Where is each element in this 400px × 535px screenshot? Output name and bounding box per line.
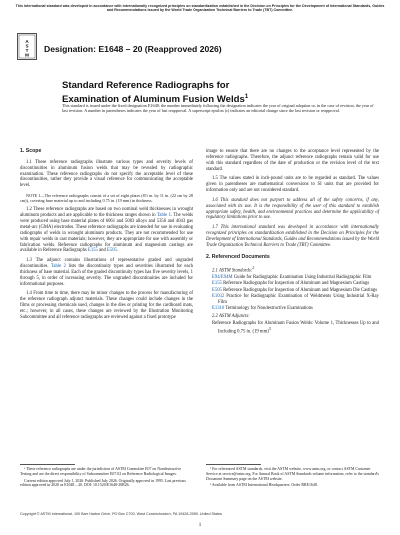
title-footnote-marker: 1 (244, 93, 249, 100)
para-1-4: 1.4 From time to time, there may be minor changes to the process for manufacturing of the reference radiograph adjunct materials. These changes could include changes in the films or processing chemicals used, changes in the dies or printing for the cardboard mats, etc.; however, in all cases, these changes are reviewed by the Illustration Monitoring Subcommittee and all reference radiographs are reviewed against a fixed prototype (20, 291, 193, 320)
reference-title: Terminology for Nondestructive Examinations (224, 306, 313, 312)
reference-item (212, 294, 379, 306)
para-1-1: 1.1 These reference radiographs illustrate various types and severity levels of discontinuities in aluminum fusion welds that may be revealed by radiographic examination. These reference radiographs do not specify the acceptable level of these discontinuities, rather they provide a visual reference for communicating the acceptable level. (20, 159, 193, 189)
para-1-5: 1.5 The values stated in inch-pound units are to be regarded as standard. The values given in parentheses are mathematical conversions to SI units that are provided for information only and are not considered standard. (206, 176, 379, 194)
reference-item (212, 288, 379, 294)
table-1-link[interactable]: Table 1 (156, 213, 171, 219)
title-line-2-text: Examination of Aluminum Fusion Welds (62, 93, 245, 105)
astm-standards-subheading (206, 266, 379, 274)
footnote-2: ² For referenced ASTM standards, visit the ASTM website, www.astm.org, or contact ASTM Customer Service at service@astm.org. For Annual Book of ASTM Standards volume information, refer to the standard's Document Summary page on the ASTM website. (206, 467, 379, 481)
page-number: 1 (198, 523, 202, 528)
reference-item (212, 281, 379, 287)
para-1-2 (20, 207, 193, 254)
reference-item (212, 275, 379, 281)
e505-link[interactable]: E505 (106, 248, 117, 254)
document-title (62, 80, 362, 105)
footnote-2-marker: 2 (252, 265, 255, 270)
para-1-3-a: 1.3 The adjunct contains illustrations of representative graded and ungraded discontinuities. (20, 258, 193, 270)
standards-development-notice: This international standard was developed in accordance with internationally recognized principles on standardization established in the Decision on Principles for the Development of International Standards, Guides and Recommendations issued by the World Trade Organization Technical Barriers to Trade (TBT) Committee. (15, 4, 385, 13)
para-1-2-c: and (97, 248, 107, 254)
note-1: NOTE 1—The reference radiographs consist of a set of eight plates (8½ in. by 11 in. (22 cm by 28 cm)), covering base material up to and including 0.75 in. (19 mm) in thickness. (20, 193, 193, 204)
footnote-divider (206, 464, 261, 465)
svg-text:A: A (25, 39, 29, 44)
para-1-3 (20, 258, 193, 287)
svg-text:M: M (25, 52, 29, 58)
footnote-1-history: Current edition approved July 1, 2026. Published July 2026. Originally approved in 1995. Last previous edition approved in 2020 as E1648 – 20. DOI: 10.1520/E1648-20R26. (20, 478, 186, 488)
adjunct-item (212, 321, 379, 335)
section-2-heading: 2. Referenced Documents (206, 253, 270, 260)
svg-text:S: S (25, 43, 29, 49)
footnote-3: ³ Available from ASTM International Headquarters. Order RRE1648. (210, 483, 318, 488)
footnotes-left (20, 467, 193, 490)
para-1-7: 1.7 This international standard was developed in accordance with internationally recognized principles on standardization established in the Decision on Principles for the Development of International Standards, Guides and Recommendations issued by the World Trade Organization Technical Barriers to Trade (TBT) Committee. (206, 225, 379, 248)
astm-logo-icon (17, 33, 37, 60)
para-1-2-a: 1.2 These reference radiographs are based on two nominal weld thicknesses in wrought aluminum products and are applicable to the thickness ranges shown in (20, 207, 193, 219)
reference-title: Practice for Radiographic Examination of Weldments Using Industrial X-Ray Film (218, 293, 379, 305)
left-column (20, 149, 193, 325)
table-2-link[interactable]: Table 2 (50, 264, 67, 270)
para-1-6: 1.6 This standard does not purport to address all of the safety concerns, if any, associated with its use. It is the responsibility of the user of this standard to establish appropriate safety, health, and environmental practices and determine the applicability of regulatory limitations prior to use. (206, 197, 379, 221)
copyright-line: Copyright © ASTM International, 100 Barr Harbor Drive, PO Box C700, West Conshohocken, PA 19428-2959. United States (20, 512, 223, 516)
reference-code-link[interactable]: E505 (212, 287, 222, 293)
footnote-1: ¹ These reference radiographs are under the jurisdiction of ASTM Committee E07 on Nondestructive Testing and are the direct responsibility of Subcommittee E07.02 on Reference Radiological Images. (20, 467, 181, 476)
title-line-1: Standard Reference Radiographs for (62, 80, 230, 91)
reference-title: Reference Radiographs for Inspection of Aluminum and Magnesium Castings (221, 281, 370, 287)
reference-code-link[interactable]: E155 (212, 281, 222, 287)
footnote-divider (20, 464, 75, 465)
e155-link[interactable]: E155 (87, 248, 98, 254)
reference-code-link[interactable]: E1032 (212, 293, 225, 299)
section-1-heading: 1. Scope (20, 148, 42, 154)
svg-text:T: T (25, 48, 29, 53)
right-column (206, 149, 379, 336)
reference-title: Guide for Radiographic Examination Using Industrial Radiographic Film (232, 274, 372, 280)
issuance-intro: This standard is issued under the fixed designation E1648; the number immediately following the designation indicates the year of original adoption or, in the case of revision, the year of last revision. A number in parentheses indicates the year of last reapproval. A superscript epsilon (ε) indicates an editorial change since the last revision or reapproval. (62, 103, 374, 114)
reference-item (212, 306, 379, 312)
designation: Designation: E1648 – 20 (Reapproved 2026) (44, 44, 222, 54)
para-1-3-b: lists the discontinuity types and severities illustrated for each thickness of base material. Each of the graded discontinuity types has five severity levels, 1 through 5, in order of increasing severity. The ungraded discontinuities are included for informational purposes. (20, 264, 194, 287)
para-1-2-b: . The welds were produced using base material plates of 6061 and 5083 alloys and 5356 and 4043 gas metal-arc (GMA) electrodes. These reference radiographs are intended for use in evaluating radiographs of welds in wrought aluminum products. They are not recommended for use with repair welds in cast materials; however, they are appropriate for use with assembly or fabrication welds. Reference radiographs for aluminum and magnesium castings are available in Reference Radiographs (20, 213, 193, 254)
footnote-3-marker: 3 (268, 326, 271, 331)
reference-code-link[interactable]: E94/E94M (212, 274, 233, 280)
para-1-4-continued: image to ensure that there are no changes to the acceptance level represented by the reference radiographs. Therefore, the adjunct reference radiographs remain valid for use with this standard regardless of the date of production or the revision level of the text standard. (206, 149, 379, 172)
reference-list (206, 275, 379, 312)
footnotes-right (206, 467, 379, 490)
astm-adjuncts-subheading: 2.2 ASTM Adjuncts: (212, 313, 250, 319)
para-1-2-d: . (116, 248, 119, 254)
reference-title: Reference Radiographs for Inspection of Aluminum and Magnesium Die Castings (221, 287, 378, 293)
reference-code-link[interactable]: E1316 (212, 306, 225, 312)
astm-standards-label: 2.1 ASTM Standards: (212, 268, 253, 274)
adjunct-text: Reference Radiographs for Aluminum Fusion Welds: Volume 1, Thicknesses Up to and Including 0.75 in. (19 mm) (212, 320, 379, 335)
